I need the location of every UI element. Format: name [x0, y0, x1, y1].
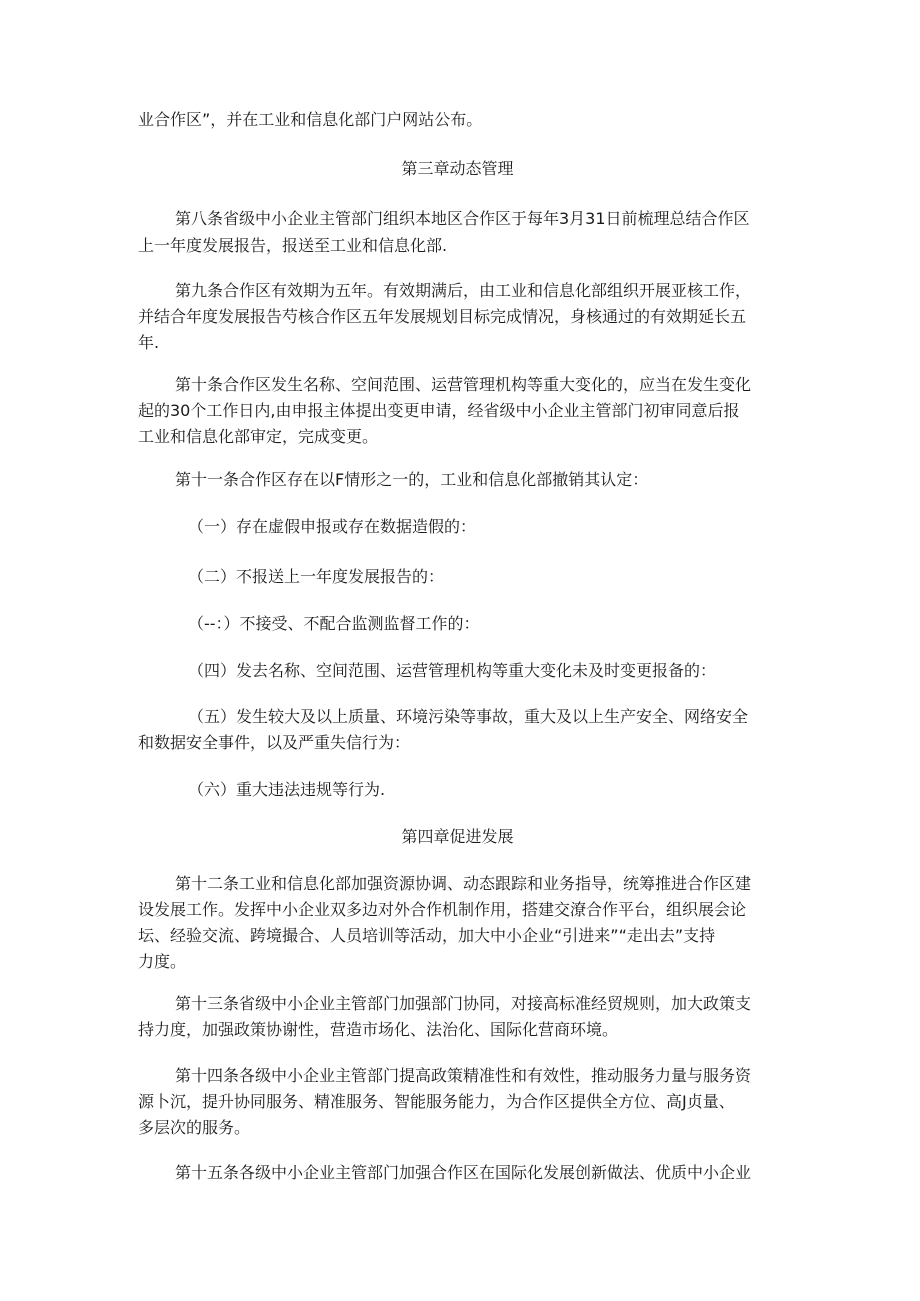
- text-line: 上一年度发展报告，报送至工业和信息化部.: [138, 236, 448, 255]
- text-line: 持力度，加强政策协谢性，营造市场化、法治化、国际化营商环境。: [138, 1020, 619, 1039]
- text-line: （一）存在虚假申报或存在数据造假的：: [188, 517, 477, 536]
- text-line: 第十一条合作区存在以F情形之一的，工业和信息化部撤销其认定：: [175, 470, 649, 489]
- text-line: 第九条合作区有效期为五年。有效期满后，由工业和信息化部组织开展亚核工作，: [175, 281, 752, 300]
- text-line: 并结合年度发展报告芍核合作区五年发展规划目标完成情况，身核通过的有效期延长五: [138, 307, 747, 326]
- text-line: 起的30个工作日内,由申报主体提出变更申请，经省级中小企业主管部门初审同意后报: [138, 401, 740, 420]
- text-line: 业合作区”，并在工业和信息化部门户网站公布。: [138, 110, 483, 129]
- chapter-heading-3: 第三章动态管理: [401, 159, 514, 178]
- text-line: 第十三条省级中小企业主管部门加强部门协同，对接高标准经贸规则，加大政策支: [175, 994, 752, 1013]
- text-line: 坛、经验交流、跨境撮合、人员培训等活动，加大中小企业“引进来”“走出去”支持: [138, 926, 716, 945]
- text-line: （五）发生较大及以上质量、环境污染等事故，重大及以上生产安全、网络安全: [188, 707, 749, 726]
- text-line: 多层次的服务。: [138, 1118, 251, 1137]
- text-line: 年.: [138, 333, 160, 352]
- chapter-heading-4: 第四章促进发展: [401, 827, 514, 846]
- text-line: 第八条省级中小企业主管部门组织本地区合作区于每年3月31日前梳理总结合作区: [175, 209, 750, 228]
- text-line: 力度。: [138, 952, 187, 971]
- text-line: （四）发去名称、空间范围、运营管理机构等重大变化未及时变更报备的：: [188, 661, 717, 680]
- text-line: 第十五条各级中小企业主管部门加强合作区在国际化发展创新做法、优质中小企业: [175, 1163, 752, 1182]
- text-line: 和数据安全事件，以及严重失信行为：: [138, 733, 411, 752]
- text-line: 第十四条各级中小企业主管部门提高政策精准性和有效性，推动服务力量与服务资: [175, 1066, 752, 1085]
- text-line: 第十二条工业和信息化部加强资源协调、动态跟踪和业务指导，统筹推进合作区建: [175, 874, 752, 893]
- text-line: 工业和信息化部审定，完成变更。: [138, 427, 379, 446]
- text-line: （六）重大违法违规等行为.: [188, 780, 386, 799]
- text-line: 源卜沉，提升协同服务、精准服务、智能服务能力，为合作区提供全方位、高J贞量、: [138, 1092, 735, 1111]
- text-line: （--：）不接受、不配合监测监督工作的：: [188, 614, 480, 633]
- text-line: （二）不报送上一年度发展报告的：: [188, 567, 445, 586]
- text-line: 设发展工作。发挥中小企业双多边对外合作机制作用，搭建交潦合作平台，组织展会论: [138, 900, 747, 919]
- text-line: 第十条合作区发生名称、空间范围、运营管理机构等重大变化的，应当在发生变化: [175, 375, 752, 394]
